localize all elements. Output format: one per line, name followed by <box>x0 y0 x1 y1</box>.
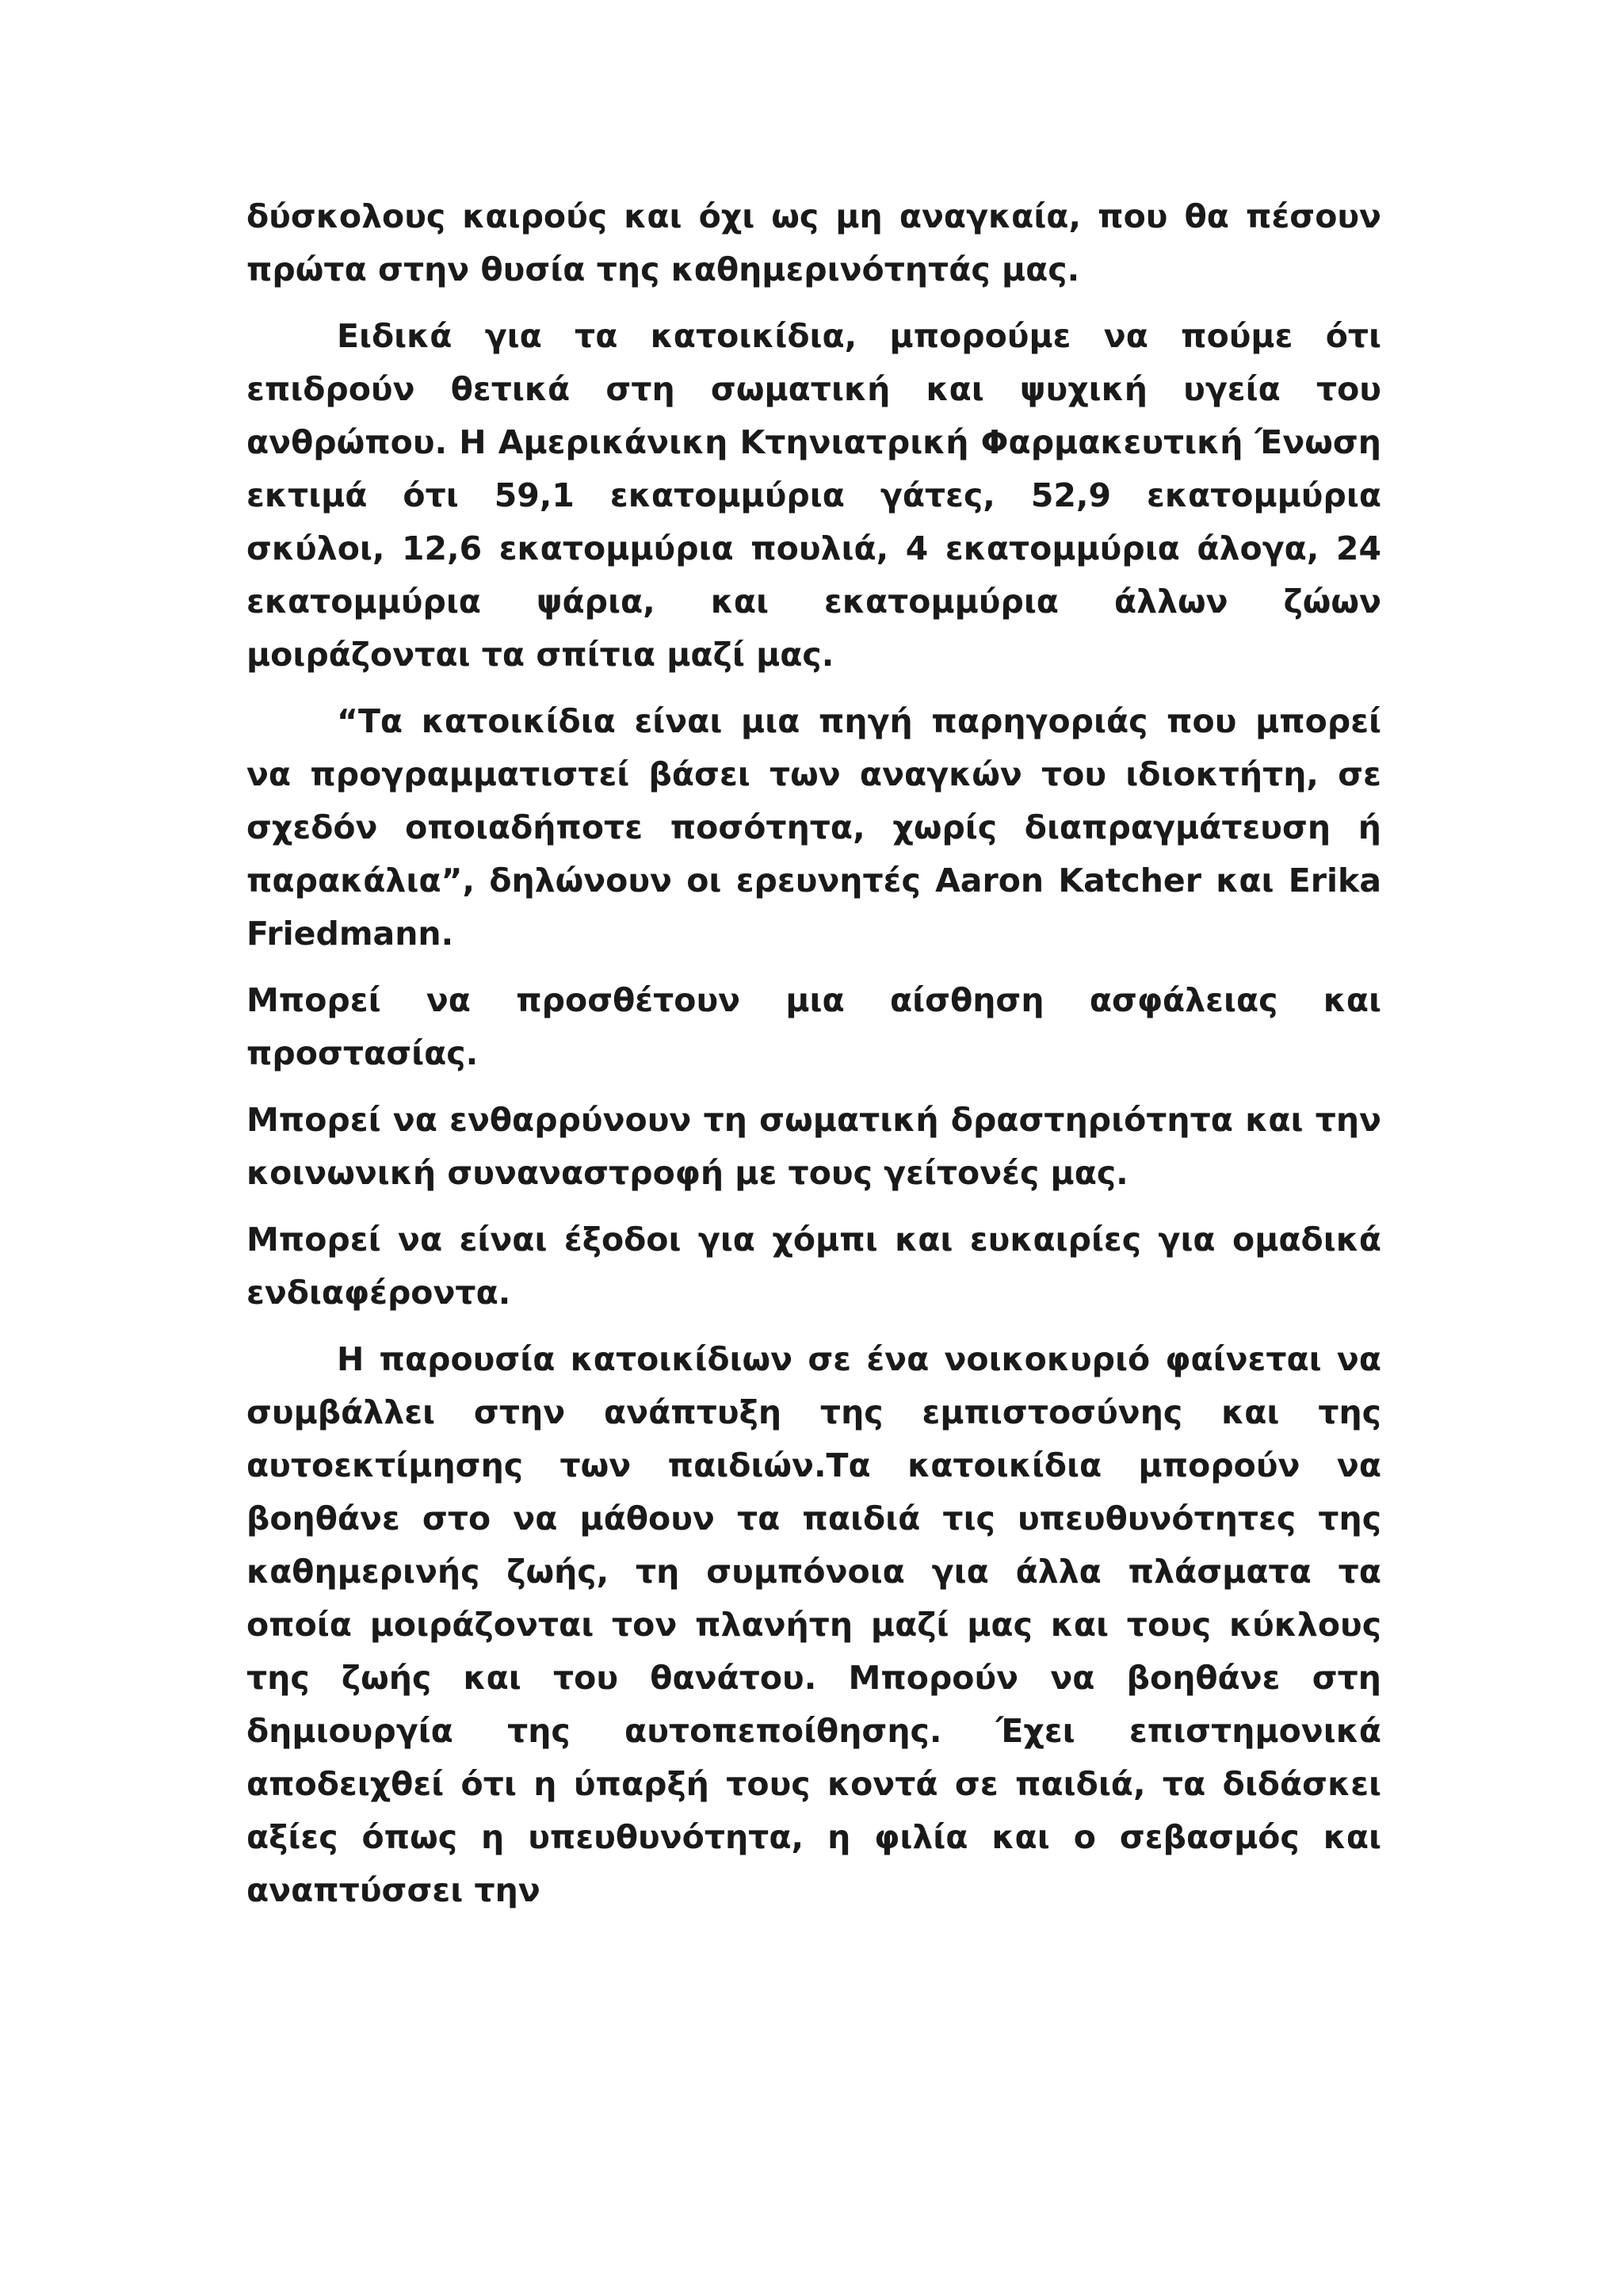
paragraph-pets-health: Ειδικά για τα κατοικίδια, μπορούμε να πούμε ότι επιδρούν θετικά στη σωματική και ψυχική υγεία του ανθρώπου. Η Αμερικάνικη Κτηνιατρική Φαρμακευτική Ένωση εκτιμά ότι 59,1 εκατομμύρια γάτες, 52,9 εκατομμύρια σκύλοι, 12,6 εκατομμύρια πουλιά, 4 εκατομμύρια άλογα, 24 εκατομμύρια ψάρια, και εκατομμύρια άλλων ζώων μοιράζονται τα σπίτια μαζί μας. <box>246 317 1381 674</box>
body-text <box>246 190 1381 1931</box>
paragraph-activity: Μπορεί να ενθαρρύνουν τη σωματική δραστηριότητα και την κοινωνική συναναστροφή με τους γείτονές μας. <box>246 1101 1381 1192</box>
paragraph-safety: Μπορεί να προσθέτουν μια αίσθηση ασφάλειας και προστασίας. <box>246 981 1381 1072</box>
paragraph-hobbies: Μπορεί να είναι έξοδοι για χόμπι και ευκαιρίες για ομαδικά ενδιαφέροντα. <box>246 1221 1381 1312</box>
paragraph-continued: δύσκολους καιρούς και όχι ως μη αναγκαία, που θα πέσουν πρώτα στην θυσία της καθημερινότητάς μας. <box>246 197 1381 288</box>
paragraph-quote-researchers: “Τα κατοικίδια είναι μια πηγή παρηγοριάς που μπορεί να προγραμματιστεί βάσει των αναγκών του ιδιοκτήτη, σε σχεδόν οποιαδήποτε ποσότητα, χωρίς διαπραγμάτευση ή παρακάλια”, δηλώνουν οι ερευνητές Aaron Katcher και Erika Friedmann. <box>246 702 1381 953</box>
paragraph-children: Η παρουσία κατοικίδιων σε ένα νοικοκυριό φαίνεται να συμβάλλει στην ανάπτυξη της εμπιστοσύνης και της αυτοεκτίμησης των παιδιών.Τα κατοικίδια μπορούν να βοηθάνε στο να μάθουν τα παιδιά τις υπευθυνότητες της καθημερινής ζωής, τη συμπόνοια για άλλα πλάσματα τα οποία μοιράζονται τον πλανήτη μαζί μας και τους κύκλους της ζωής και του θανάτου. Μπορούν να βοηθάνε στη δημιουργία της αυτοπεποίθησης. Έχει επιστημονικά αποδειχθεί ότι η ύπαρξή τους κοντά σε παιδιά, τα διδάσκει αξίες όπως η υπευθυνότητα, η φιλία και ο σεβασμός και αναπτύσσει την <box>246 1340 1381 1909</box>
